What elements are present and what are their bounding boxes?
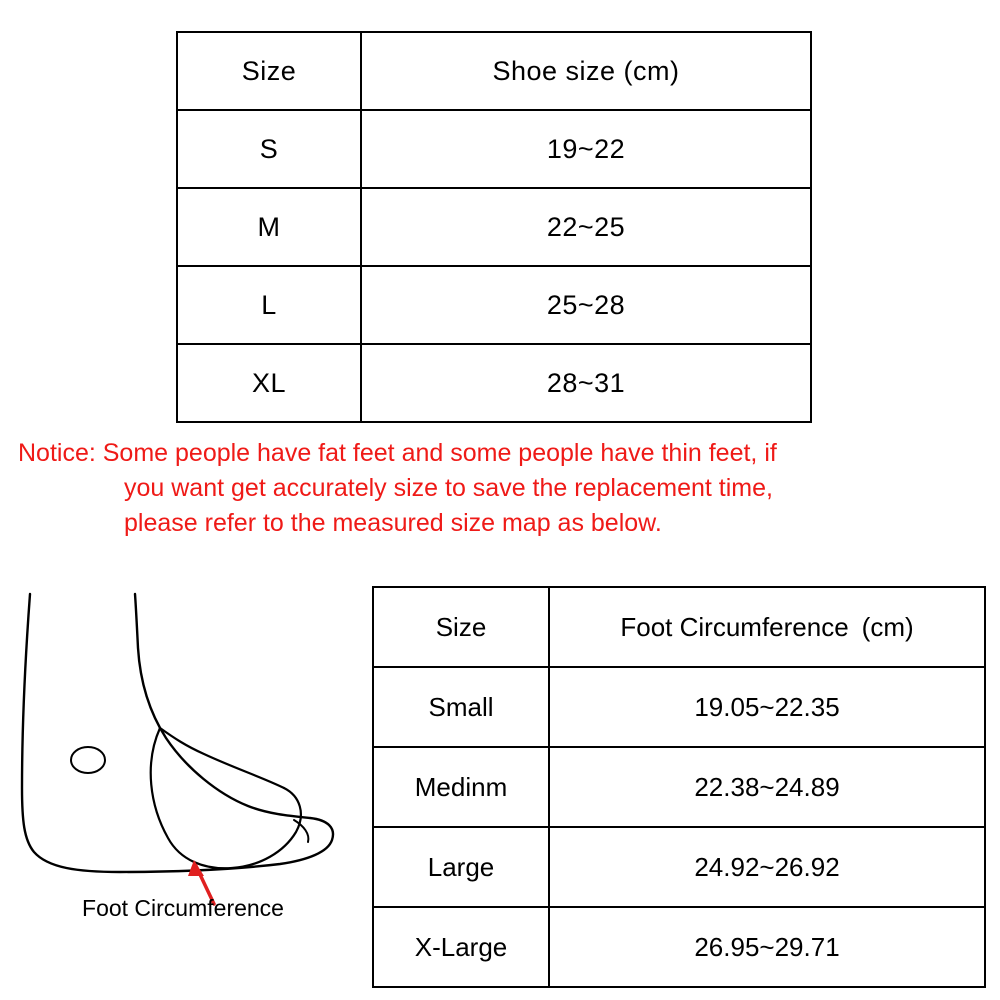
- circumference-row-0-size: Small: [373, 667, 549, 747]
- circumference-row-3-value: 26.95~29.71: [549, 907, 985, 987]
- table-row: [373, 747, 985, 827]
- table-row: [177, 110, 811, 188]
- shoe-size-row-0-value: 19~22: [361, 110, 811, 188]
- shoe-size-header-size: Size: [177, 32, 361, 110]
- shoe-size-row-0-size: S: [177, 110, 361, 188]
- foot-circumference-table: [372, 586, 986, 988]
- notice-line-2: you want get accurately size to save the replacement time,: [124, 474, 773, 502]
- shoe-size-row-2-size: L: [177, 266, 361, 344]
- circumference-header-size: Size: [373, 587, 549, 667]
- foot-illustration: [8, 588, 358, 938]
- table-row: [373, 907, 985, 987]
- shoe-size-row-2-value: 25~28: [361, 266, 811, 344]
- circumference-header-value: Foot Circumference (cm): [549, 587, 985, 667]
- table-row: [177, 188, 811, 266]
- table-row-header: [373, 587, 985, 667]
- table-row-header: [177, 32, 811, 110]
- foot-diagram-icon: [8, 588, 358, 918]
- shoe-size-row-3-size: XL: [177, 344, 361, 422]
- shoe-size-row-3-value: 28~31: [361, 344, 811, 422]
- circumference-row-0-value: 19.05~22.35: [549, 667, 985, 747]
- notice-line-1: Notice: Some people have fat feet and some people have thin feet, if: [18, 439, 777, 467]
- table-row: [373, 667, 985, 747]
- shoe-size-table: [176, 31, 812, 423]
- notice-block: [18, 436, 983, 541]
- shoe-size-row-1-size: M: [177, 188, 361, 266]
- circumference-row-1-value: 22.38~24.89: [549, 747, 985, 827]
- shoe-size-header-value: Shoe size (cm): [361, 32, 811, 110]
- table-row: [177, 266, 811, 344]
- notice-line-3: please refer to the measured size map as below.: [124, 509, 662, 537]
- circumference-row-2-value: 24.92~26.92: [549, 827, 985, 907]
- circumference-row-3-size: X-Large: [373, 907, 549, 987]
- table-row: [177, 344, 811, 422]
- foot-illustration-caption: Foot Circumference: [82, 895, 284, 921]
- circumference-row-1-size: Medinm: [373, 747, 549, 827]
- shoe-size-row-1-value: 22~25: [361, 188, 811, 266]
- circumference-row-2-size: Large: [373, 827, 549, 907]
- table-row: [373, 827, 985, 907]
